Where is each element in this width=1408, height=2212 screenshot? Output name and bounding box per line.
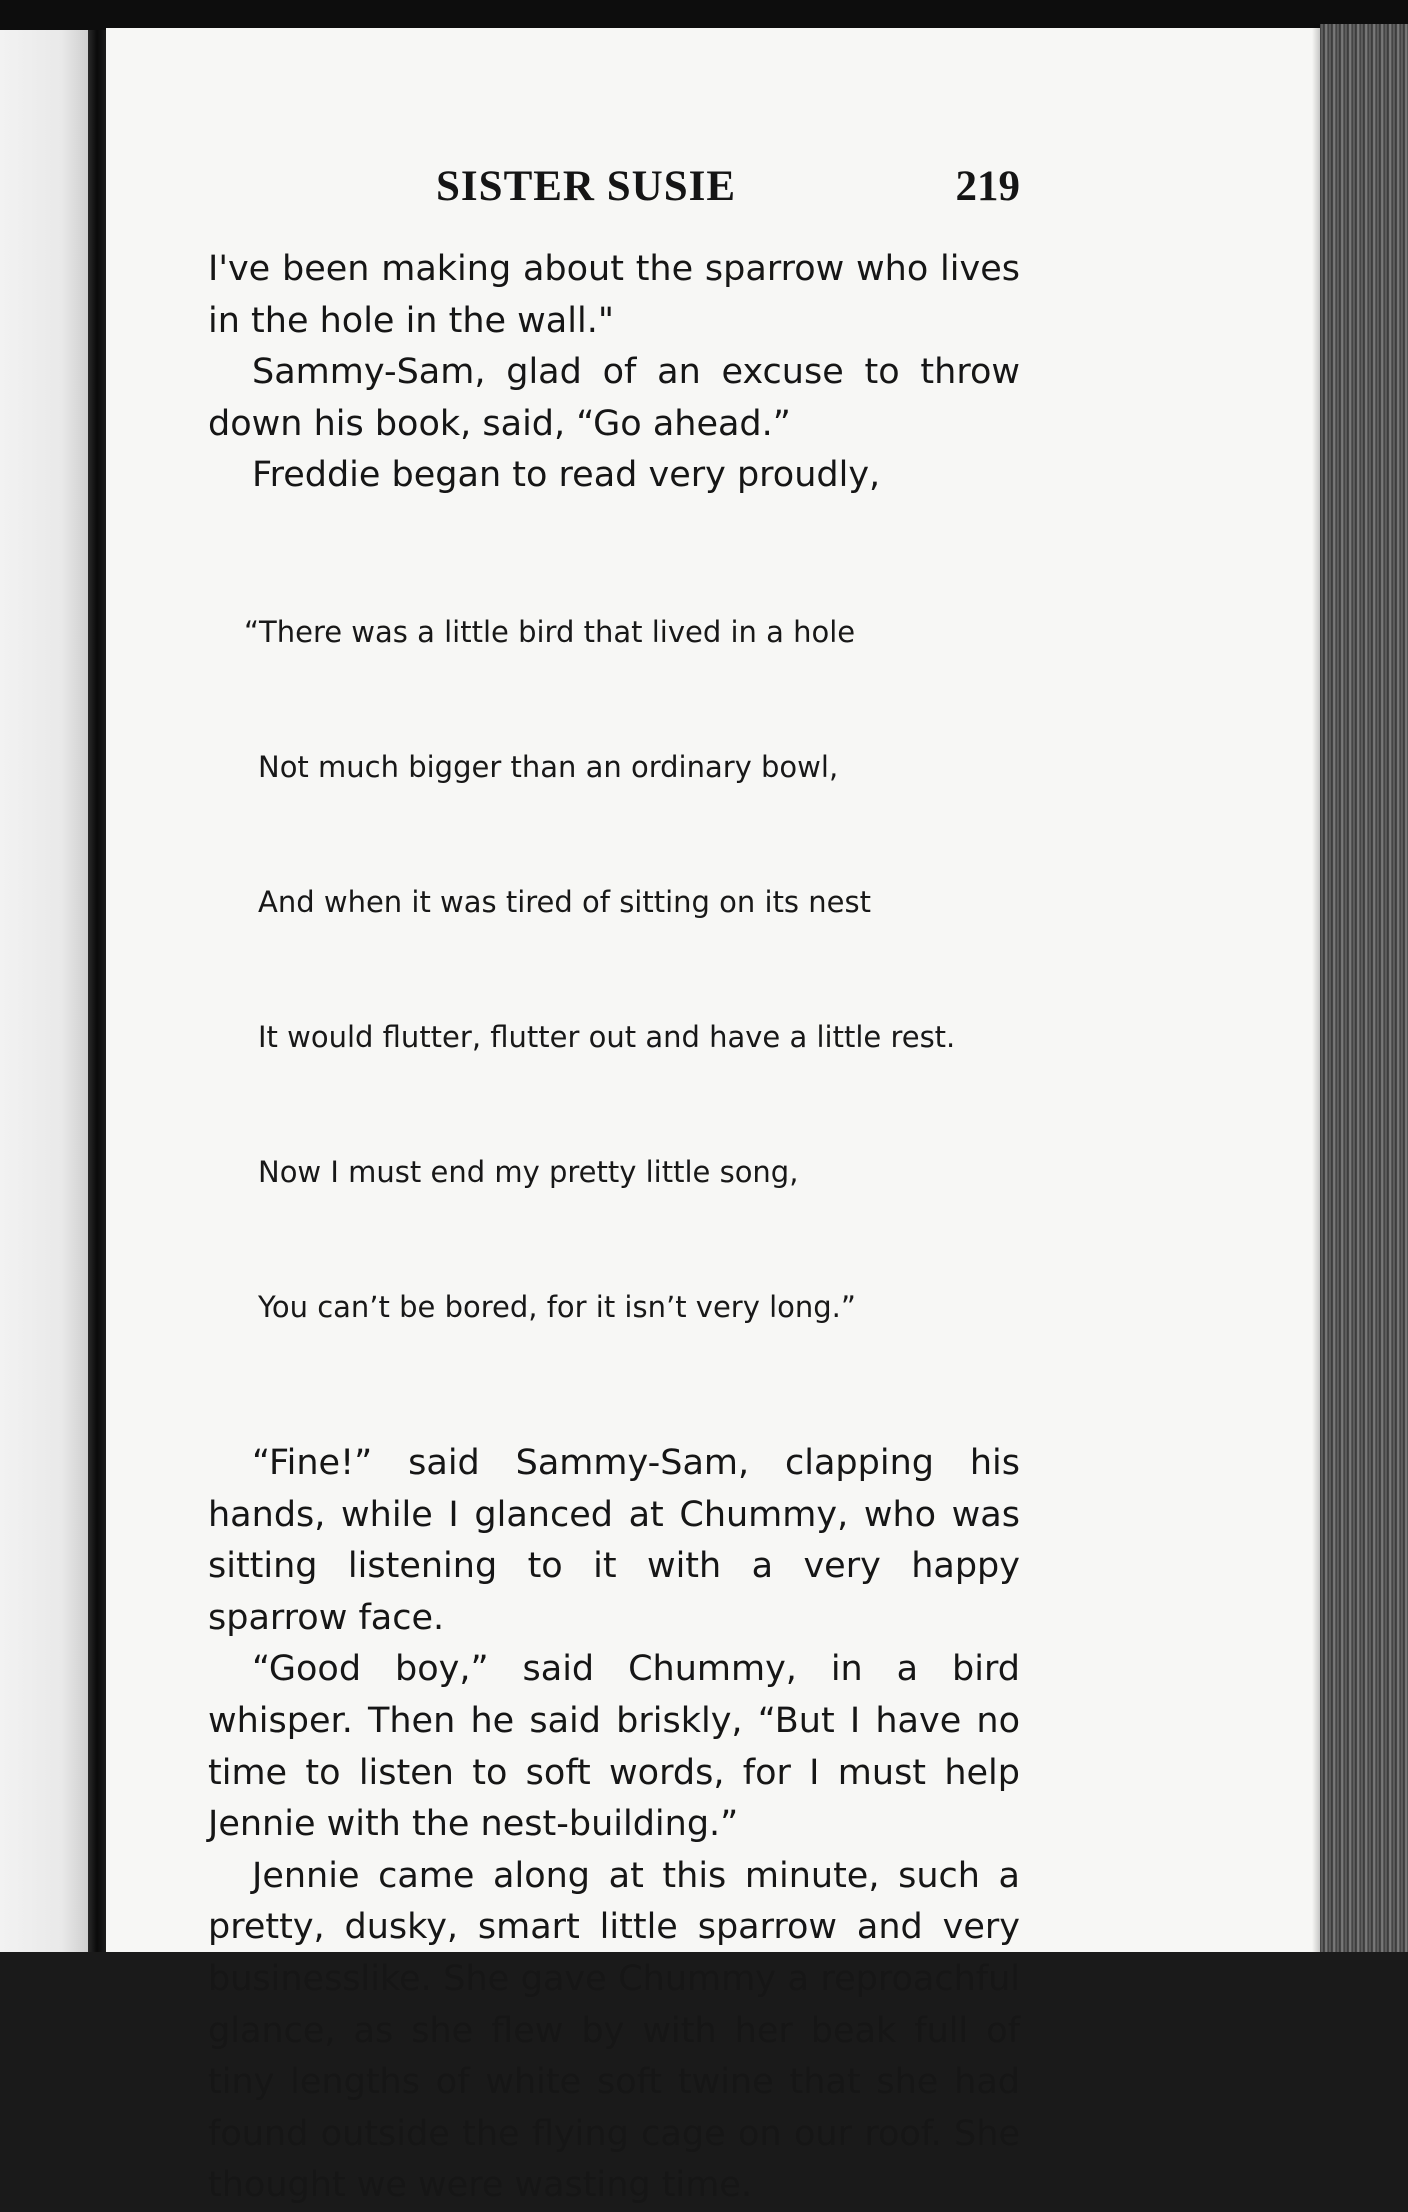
poem-line: Now I must end my pretty little song,	[258, 1154, 799, 1189]
body-text	[208, 244, 1020, 2212]
poem-line: “There was a little bird that lived in a hole	[244, 614, 856, 649]
paragraph: I've been making about the sparrow who lives in the hole in the wall."	[208, 249, 1020, 341]
page-number: 219	[955, 163, 1020, 210]
poem-line: And when it was tired of sitting on its nest	[258, 884, 871, 919]
poem-line: Not much bigger than an ordinary bowl,	[258, 749, 839, 784]
paragraph: “Good boy,” said Chummy, in a bird whisper. Then he said briskly, “But I have no time to listen to soft words, for I must help Jennie with the nest-building.”	[208, 1649, 1020, 1845]
running-head: SISTER SUSIE	[436, 163, 737, 210]
poem	[244, 520, 1020, 1420]
paragraph: Jennie came along at this minute, such a pretty, dusky, smart little sparrow and very businesslike. She gave Chummy a reproachful glance, as she flew by with her beak full of tiny lengths of white soft twine that she had found outside the flying cage on our roof. She thought we were wasting time.	[208, 1855, 1020, 2206]
paragraph: Freddie began to read very proudly,	[252, 455, 881, 496]
poem-line: It would flutter, flutter out and have a little rest.	[258, 1019, 956, 1054]
paragraph: Sammy-Sam, glad of an excuse to throw down his book, said, “Go ahead.”	[208, 352, 1020, 444]
facing-page-edge	[0, 30, 88, 1952]
book-gutter	[88, 30, 106, 1952]
scan-top-border	[0, 0, 1408, 30]
poem-line: You can’t be bored, for it isn’t very long.”	[258, 1289, 856, 1324]
page-block-edge	[1320, 24, 1408, 1952]
paragraph: “Fine!” said Sammy-Sam, clapping his hands, while I glanced at Chummy, who was sitting listening to it with a very happy sparrow face.	[208, 1442, 1020, 1638]
page-header	[208, 162, 1020, 214]
